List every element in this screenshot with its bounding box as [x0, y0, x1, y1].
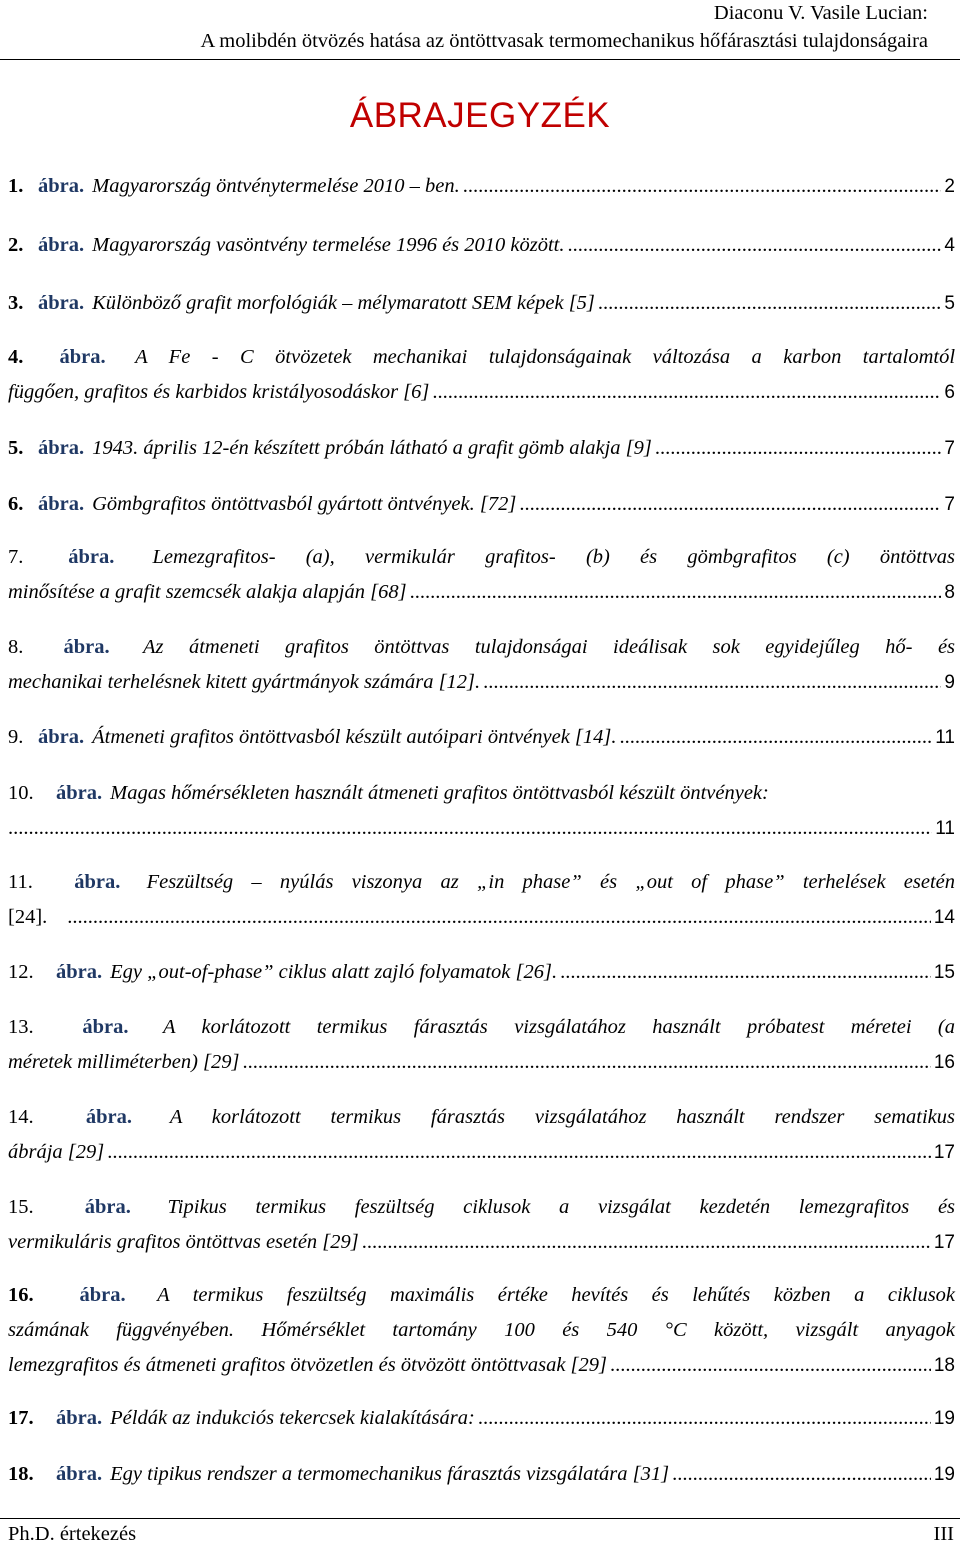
- figure-entry-1[interactable]: [8, 169, 955, 204]
- figure-entry-2[interactable]: [8, 228, 955, 263]
- header-author: Diaconu V. Vasile Lucian:: [713, 2, 928, 24]
- entry-caption-line-1: A korlátozott termikus fárasztás vizsgálatához használt próbatest méretei (a: [162, 1016, 955, 1038]
- dot-leader: [478, 1401, 931, 1436]
- figure-entry-12[interactable]: [8, 955, 955, 990]
- figure-entry-11[interactable]: [8, 865, 955, 935]
- entry-number: 11.: [8, 871, 33, 893]
- footer-document-type: Ph.D. értekezés: [8, 1523, 137, 1545]
- entry-page: 8: [944, 582, 955, 603]
- entry-caption-line-1: A termikus feszültség maximális értéke hevítés és lehűtés közben a ciklusok: [157, 1284, 956, 1306]
- entry-number: 12.: [8, 961, 34, 983]
- entry-page: 14: [933, 907, 955, 928]
- entry-caption-line-1: Lemezgrafitos- (a), vermikulár grafitos- (b) és gömbgrafitos (c) öntöttvas: [152, 546, 955, 568]
- dot-leader: [655, 431, 942, 466]
- entry-page: 15: [933, 962, 955, 983]
- entry-keyword: ábra.: [63, 636, 110, 658]
- dot-leader: [362, 1225, 931, 1260]
- entry-caption-line-2: vermikuláris grafitos öntöttvas esetén [29]: [8, 1231, 359, 1253]
- entry-page: 6: [944, 382, 955, 403]
- entry-caption: Példák az indukciós tekercsek kialakítására:: [110, 1407, 475, 1429]
- entry-keyword: ábra.: [68, 546, 115, 568]
- entry-caption: Átmeneti grafitos öntöttvasból készült autóipari öntvények [14].: [92, 726, 617, 748]
- figure-entry-9[interactable]: [8, 720, 955, 755]
- entry-caption: 1943. április 12-én készített próbán látható a grafit gömb alakja [9]: [92, 437, 652, 459]
- entry-number: 5.: [8, 437, 24, 459]
- entry-number: 4.: [8, 346, 24, 368]
- entry-page: 7: [944, 438, 955, 459]
- dot-leader: [243, 1045, 931, 1080]
- dot-leader: [598, 286, 942, 321]
- entry-caption-line-1: Az átmeneti grafitos öntöttvas tulajdonságai ideálisak sok egyidejűleg hő- és: [143, 636, 956, 658]
- entry-keyword: ábra.: [84, 1196, 131, 1218]
- entry-keyword: ábra.: [85, 1106, 132, 1128]
- entry-number: 1.: [8, 175, 24, 197]
- entry-page: 11: [935, 727, 955, 748]
- figure-entry-18[interactable]: [8, 1457, 955, 1492]
- entry-page: 7: [944, 494, 955, 515]
- page-header: [0, 0, 960, 60]
- entry-keyword: ábra.: [38, 437, 85, 459]
- entry-number: 18.: [8, 1463, 34, 1485]
- entry-keyword: ábra.: [56, 961, 103, 983]
- entry-keyword: ábra.: [38, 234, 85, 256]
- entry-number: 7.: [8, 546, 24, 568]
- entry-page: 2: [944, 176, 955, 197]
- entry-number: 13.: [8, 1016, 34, 1038]
- entry-keyword: ábra.: [38, 175, 85, 197]
- entry-number: 16.: [8, 1284, 34, 1306]
- entry-keyword: ábra.: [74, 871, 121, 893]
- entry-caption-line-1: Feszültség – nyúlás viszonya az „in phase” és „out of phase” terhelések esetén: [146, 871, 956, 893]
- entry-number: 2.: [8, 234, 24, 256]
- dot-leader: [432, 375, 941, 410]
- figure-entry-4[interactable]: [8, 340, 955, 410]
- entry-page: 19: [933, 1464, 955, 1485]
- entry-page: 16: [933, 1052, 955, 1073]
- entry-page: 5: [944, 293, 955, 314]
- entry-caption-line-2: ábrája [29]: [8, 1141, 105, 1163]
- entry-number: 15.: [8, 1196, 34, 1218]
- figure-entry-6[interactable]: [8, 487, 955, 522]
- footer-page-number: III: [933, 1523, 954, 1545]
- entry-caption: Egy tipikus rendszer a termomechanikus fárasztás vizsgálatára [31]: [110, 1463, 670, 1485]
- entry-caption: Egy „out-of-phase” ciklus alatt zajló folyamatok [26].: [110, 961, 558, 983]
- figure-entry-3[interactable]: [8, 286, 955, 321]
- entry-number: 8.: [8, 636, 24, 658]
- entry-caption-line-2: függően, grafitos és karbidos kristályosodáskor [6]: [8, 381, 430, 403]
- page-title: ÁBRAJEGYZÉK: [349, 96, 611, 135]
- figure-entry-17[interactable]: [8, 1401, 955, 1436]
- entry-keyword: ábra.: [38, 493, 85, 515]
- dot-leader: [483, 665, 941, 700]
- entry-caption: Gömbgrafitos öntöttvasból gyártott öntvények. [72]: [92, 493, 517, 515]
- figure-entry-13[interactable]: [8, 1010, 955, 1080]
- entry-number: 9.: [8, 726, 24, 748]
- entry-page: 11: [935, 818, 955, 839]
- figure-entry-15[interactable]: [8, 1190, 955, 1260]
- entry-caption-line-2: minősítése a grafit szemcsék alakja alapján [68]: [8, 581, 407, 603]
- dot-leader: [463, 169, 942, 204]
- dot-leader: [410, 575, 942, 610]
- dot-leader: [610, 1348, 931, 1383]
- entry-page: 18: [933, 1355, 955, 1376]
- dot-leader: [568, 228, 942, 263]
- dot-leader: [519, 487, 941, 522]
- entry-keyword: ábra.: [56, 782, 103, 804]
- entry-page: 4: [944, 235, 955, 256]
- dot-leader: [8, 811, 932, 846]
- entry-caption: Magyarország vasöntvény termelése 1996 és 2010 között.: [92, 234, 565, 256]
- entry-keyword: ábra.: [82, 1016, 129, 1038]
- entry-keyword: ábra.: [59, 346, 106, 368]
- entry-caption-line-1: A korlátozott termikus fárasztás vizsgálatához használt rendszer sematikus: [169, 1106, 955, 1128]
- entry-page: 17: [933, 1232, 955, 1253]
- figure-entry-14[interactable]: [8, 1100, 955, 1170]
- dot-leader: [67, 900, 931, 935]
- figure-entry-10[interactable]: [8, 776, 955, 846]
- entry-caption-line-2: [24].: [8, 906, 48, 928]
- entry-keyword: ábra.: [38, 292, 85, 314]
- entry-caption-line-1: A Fe - C ötvözetek mechanikai tulajdonságainak változása a karbon tartalomtól: [135, 346, 956, 368]
- dot-leader: [107, 1135, 931, 1170]
- entry-caption: Magyarország öntvénytermelése 2010 – ben.: [92, 175, 460, 197]
- dot-leader: [672, 1457, 931, 1492]
- header-subtitle: A molibdén ötvözés hatása az öntöttvasak termomechanikus hőfárasztási tulajdonságaira: [200, 30, 928, 52]
- entry-number: 10.: [8, 782, 34, 804]
- figure-entry-8[interactable]: [8, 630, 955, 700]
- entry-caption-line-2: méretek milliméterben) [29]: [8, 1051, 240, 1073]
- entry-keyword: ábra.: [38, 726, 85, 748]
- dot-leader: [560, 955, 931, 990]
- entry-page: 17: [933, 1142, 955, 1163]
- entry-caption: Különböző grafit morfológiák – mélymaratott SEM képek [5]: [92, 292, 595, 314]
- figure-entry-16[interactable]: [8, 1278, 955, 1383]
- entry-page: 19: [933, 1408, 955, 1429]
- entry-number: 6.: [8, 493, 24, 515]
- entry-keyword: ábra.: [79, 1284, 126, 1306]
- page-footer: [0, 1518, 960, 1550]
- entry-keyword: ábra.: [56, 1463, 103, 1485]
- entry-caption-line-2: mechanikai terhelésnek kitett gyártmányok számára [12].: [8, 671, 481, 693]
- entry-keyword: ábra.: [56, 1407, 103, 1429]
- dot-leader: [620, 720, 933, 755]
- entry-page: 9: [944, 672, 955, 693]
- entry-caption-line-1: Tipikus termikus feszültség ciklusok a vizsgálat kezdetén lemezgrafitos és: [167, 1196, 956, 1218]
- figure-entry-5[interactable]: [8, 431, 955, 466]
- entry-caption-line-1: Magas hőmérsékleten használt átmeneti grafitos öntöttvasból készült öntvények:: [110, 782, 769, 804]
- entry-number: 17.: [8, 1407, 34, 1429]
- figure-entry-7[interactable]: [8, 540, 955, 610]
- entry-caption-line-2: számának függvényében. Hőmérséklet tartomány 100 és 540 °C között, vizsgált anyagok: [8, 1319, 955, 1341]
- entry-number: 3.: [8, 292, 24, 314]
- entry-number: 14.: [8, 1106, 34, 1128]
- entry-caption-line-3: lemezgrafitos és átmeneti grafitos ötvözetlen és ötvözött öntöttvasak [29]: [8, 1354, 607, 1376]
